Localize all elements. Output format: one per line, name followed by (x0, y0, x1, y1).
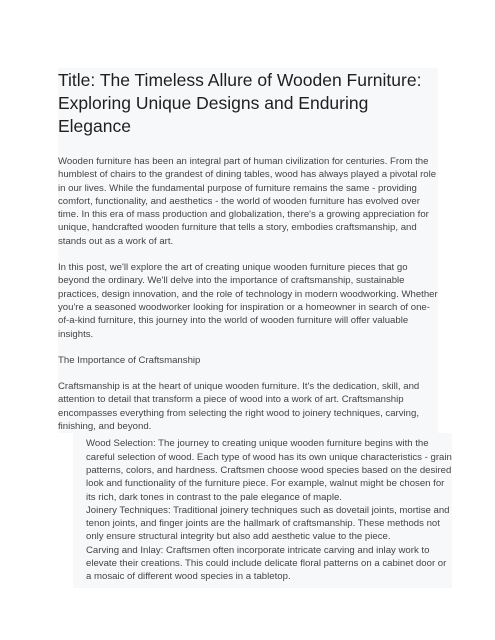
section-heading: The Importance of Craftsmanship (58, 354, 201, 366)
list-item: Joinery Techniques: Traditional joinery techniques such as dovetail joints, mortise and tenon joints, and finger joints are the hallmark of craftsmanship. These methods not only ensure structural integrity but also add aesthetic value to the piece. (86, 504, 450, 543)
craftsmanship-list (73, 433, 452, 587)
document-page (58, 68, 452, 588)
list-item: Carving and Inlay: Craftsmen often incorporate intricate carving and inlay work to elevate their creations. This could include delicate floral patterns on a cabinet door or a mosaic of different wood species in a tabletop. (86, 544, 447, 583)
intro-paragraph-2: In this post, we'll explore the art of creating unique wooden furniture pieces that go beyond the ordinary. We'll delve into the importance of craftsmanship, sustainable practices, design innovation, and the role of technology in modern woodworking. Whether you're a seasoned woodworker looking for inspiration or a homeowner in search of one-of-a-kind furniture, this journey into the world of wooden furniture will offer valuable insights. (58, 262, 438, 340)
intro-block (58, 146, 438, 433)
list-item: Wood Selection: The journey to creating unique wooden furniture begins with the careful selection of wood. Each type of wood has its own unique characteristics - grain patterns, colors, and hardness. Craftsmen choose wood species based on the desired look and functionality of the furniture piece. For example, walnut might be chosen for its rich, dark tones in contrast to the pale elegance of maple. (86, 438, 452, 503)
section-paragraph: Craftsmanship is at the heart of unique wooden furniture. It's the dedication, skill, and attention to detail that transform a piece of wood into a work of art. Craftsmanship encompasses everything from selecting the right wood to joinery techniques, carving, finishing, and beyond. (58, 381, 420, 433)
document-title: Title: The Timeless Allure of Wooden Furniture: Exploring Unique Designs and Enduring Elegance (58, 68, 438, 146)
intro-paragraph-1: Wooden furniture has been an integral part of human civilization for centuries. From the humblest of chairs to the grandest of dining tables, wood has always played a pivotal role in our lives. While the fundamental purpose of furniture remains the same - providing comfort, functionality, and aesthetics - the world of wooden furniture has evolved over time. In this era of mass production and globalization, there's a growing appreciation for unique, handcrafted wooden furniture that tells a story, embodies craftsmanship, and stands out as a work of art. (58, 156, 437, 247)
